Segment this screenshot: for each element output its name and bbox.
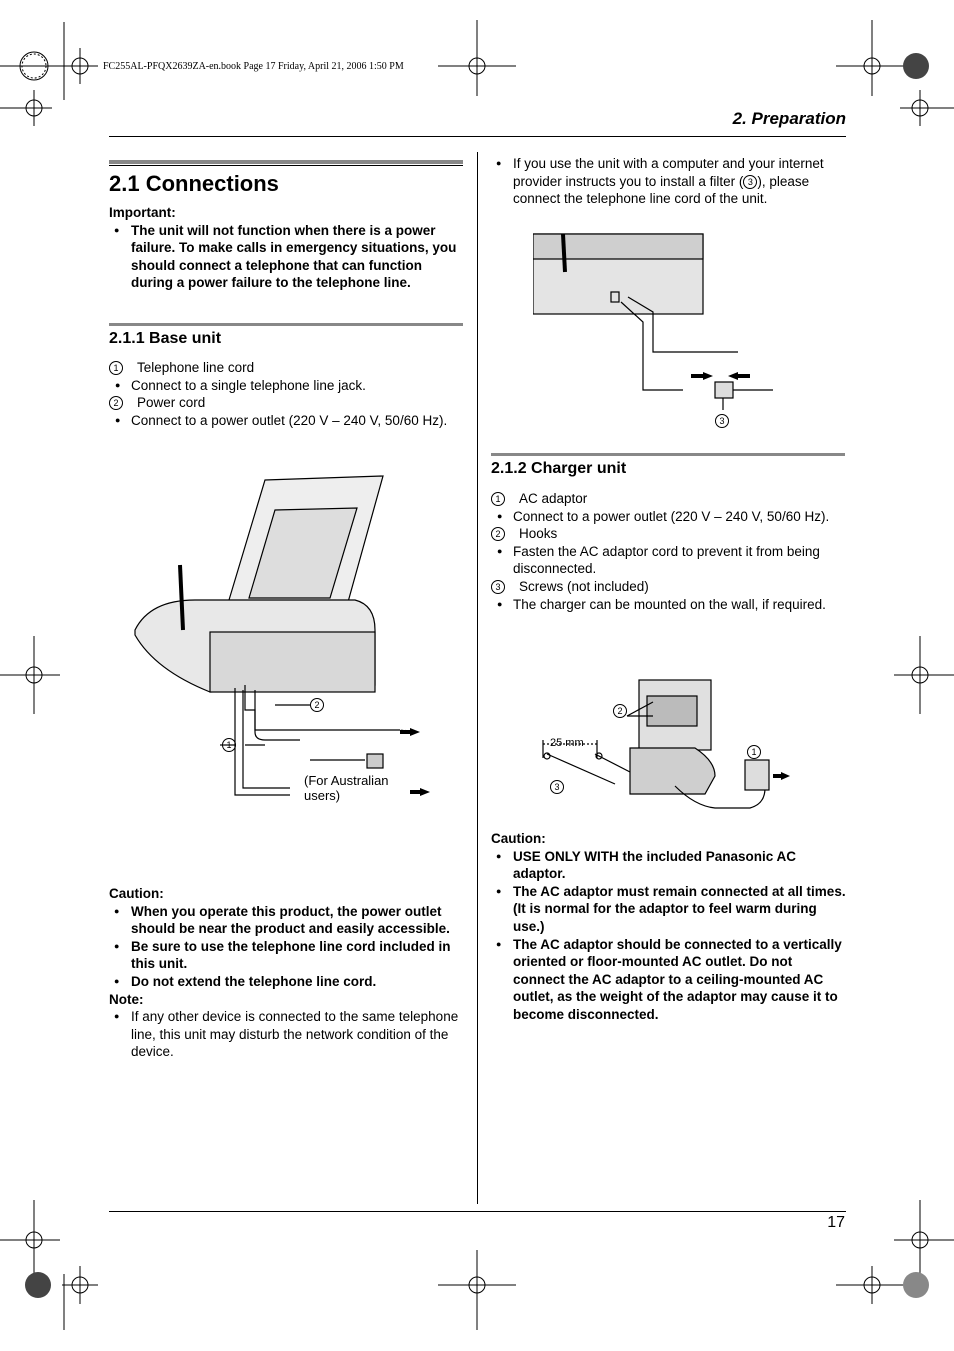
chapter-title: 2. Preparation [732, 109, 846, 128]
charger-callout-3: 3 [550, 780, 564, 794]
base-unit-illustration [125, 470, 440, 815]
item-sub: ● The charger can be mounted on the wall, if required. [463, 596, 847, 614]
section-title: 2.1 Connections [109, 171, 279, 196]
caution-item: ● Do not extend the telephone line cord. [109, 973, 465, 991]
item-number: 1 [109, 361, 123, 375]
footer-rule [109, 1211, 846, 1212]
item-label: Screws (not included) [519, 578, 649, 594]
caution-item: ● Be sure to use the telephone line cord included in this unit. [109, 938, 465, 973]
filter-text-b: ), please connect the telephone line cord of the unit. [513, 173, 810, 207]
list-item [109, 394, 465, 412]
caution-item: ● The AC adaptor should be connected to a vertically oriented or floor-mounted AC outlet. Do not connect the AC adaptor to a ceiling-mounted AC outlet, as the weight of the adaptor may cause it to become disconnected. [491, 936, 847, 1024]
filter-callout-3: 3 [715, 414, 729, 428]
list-item [109, 359, 465, 377]
list-item [491, 525, 847, 543]
item-sub: ● Connect to a single telephone line jack. [81, 377, 465, 395]
charger-list [491, 490, 847, 613]
caution-item: ● When you operate this product, the power outlet should be near the product and easily accessible. [109, 903, 465, 938]
filter-text-a: If you use the unit with a computer and your internet provider instructs you to install a filter ( [513, 156, 824, 189]
filter-illustration [533, 232, 783, 417]
base-unit-list [109, 359, 465, 429]
charger-title: 2.1.2 Charger unit [491, 460, 627, 477]
caution-item: ● USE ONLY WITH the included Panasonic AC adaptor. [491, 848, 847, 883]
caution-label: Caution: [109, 886, 164, 901]
item-number: 1 [491, 492, 505, 506]
note-label: Note: [109, 991, 144, 1007]
subsection-bar [109, 323, 463, 326]
svg-text:≈: ≈ [400, 726, 407, 738]
section-bar [109, 160, 463, 164]
charger-callout-1: 1 [747, 745, 761, 759]
item-label: Hooks [519, 526, 558, 542]
important-block [109, 204, 465, 292]
left-caution-block [109, 885, 465, 1061]
important-label: Important: [109, 205, 176, 220]
item-number: 2 [491, 527, 505, 541]
item-sub: ● Fasten the AC adaptor cord to prevent it from being disconnected. [463, 543, 847, 578]
right-caution-block [491, 830, 847, 1024]
header-rule [109, 136, 846, 137]
note-item: ● If any other device is connected to the same telephone line, this unit may disturb the network condition of the device. [109, 1008, 465, 1061]
book-file-line: FC255AL-PFQX2639ZA-en.book Page 17 Friday, April 21, 2006 1:50 PM [103, 61, 404, 72]
caution-label: Caution: [491, 831, 546, 846]
list-item [491, 490, 847, 508]
item-label: Telephone line cord [137, 360, 255, 375]
callout-1: 1 [222, 738, 236, 752]
australian-note: (For Australian users) [304, 773, 389, 803]
column-divider [477, 152, 478, 1204]
subsection-bar [491, 453, 845, 456]
charger-callout-2: 2 [613, 704, 627, 718]
page-number: 17 [827, 1214, 845, 1231]
filter-paragraph [491, 155, 847, 208]
important-text: ● The unit will not function when there is a power failure. To make calls in emergency situations, you should connect a telephone that can function during a power failure to the telephone line. [109, 222, 465, 292]
item-number: 3 [491, 580, 505, 594]
list-item [491, 578, 847, 596]
dimension-label: 25 mm [550, 737, 584, 749]
item-label: Power cord [137, 395, 206, 411]
item-label: AC adaptor [519, 491, 588, 506]
item-number: 2 [109, 396, 123, 410]
callout-2: 2 [310, 698, 324, 712]
item-sub: ● Connect to a power outlet (220 V – 240 V, 50/60 Hz). [463, 508, 847, 526]
filter-num: 3 [743, 175, 757, 189]
filter-text [491, 155, 847, 208]
section-bar-line [109, 165, 463, 166]
subsection-title: 2.1.1 Base unit [109, 330, 222, 347]
item-sub: ● Connect to a power outlet (220 V – 240 V, 50/60 Hz). [81, 412, 465, 430]
caution-item: ● The AC adaptor must remain connected at all times. (It is normal for the adaptor to feel warm during use.) [491, 883, 847, 936]
